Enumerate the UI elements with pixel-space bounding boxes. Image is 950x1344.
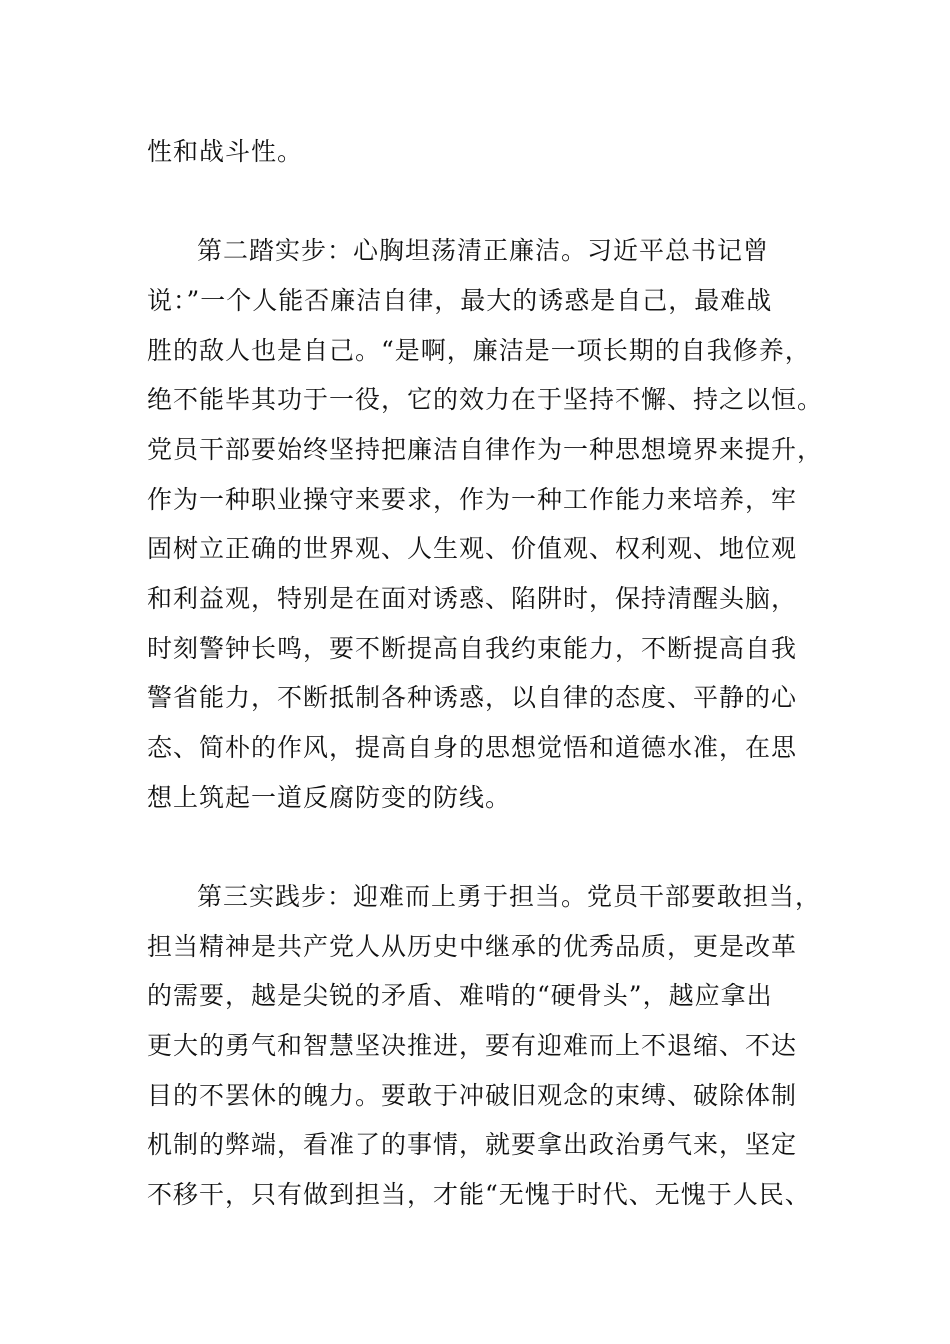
paragraph-1-line-1: 性和战斗性。	[147, 137, 304, 166]
paragraph-2-line-11: 态、简朴的作风，提高自身的思想觉悟和道德水准，在思	[147, 733, 798, 762]
paragraph-2-line-9: 时刻警钟长鸣，要不断提高自我约束能力，不断提高自我	[147, 634, 798, 663]
paragraph-2-line-12: 想上筑起一道反腐防变的防线。	[147, 783, 512, 812]
paragraph-3-line-4: 更大的勇气和智慧坚决推进，要有迎难而上不退缩、不达	[147, 1031, 798, 1060]
paragraph-3-line-5: 目的不罢休的魄力。要敢于冲破旧观念的束缚、破除体制	[147, 1081, 798, 1110]
paragraph-2-line-2: 说：”一个人能否廉洁自律，最大的诱惑是自己，最难战	[147, 286, 773, 315]
paragraph-2-line-8: 和利益观，特别是在面对诱惑、陷阱时，保持清醒头脑，	[147, 584, 798, 613]
paragraph-2-line-5: 党员干部要始终坚持把廉洁自律作为一种思想境界来提升，	[147, 435, 824, 464]
paragraph-3-line-7: 不移干，只有做到担当，才能“无愧于时代、无愧于人民、	[147, 1180, 811, 1209]
paragraph-2-line-7: 固树立正确的世界观、人生观、价值观、权利观、地位观	[147, 534, 798, 563]
paragraph-3-line-6: 机制的弊端，看准了的事情，就要拿出政治勇气来，坚定	[147, 1130, 798, 1159]
paragraph-2-line-4: 绝不能毕其功于一役，它的效力在于坚持不懈、持之以恒。	[147, 385, 824, 414]
paragraph-2-line-6: 作为一种职业操守来要求，作为一种工作能力来培养，牢	[147, 485, 798, 514]
paragraph-3-line-3: 的需要，越是尖锐的矛盾、难啃的“硬骨头”，越应拿出	[147, 981, 773, 1010]
paragraph-2-line-1: 第二踏实步：心胸坦荡清正廉洁。习近平总书记曾	[197, 236, 770, 265]
paragraph-3-line-2: 担当精神是共产党人从历史中继承的优秀品质，更是改革	[147, 932, 798, 961]
paragraph-2-line-10: 警省能力，不断抵制各种诱惑，以自律的态度、平静的心	[147, 683, 798, 712]
paragraph-3-line-1: 第三实践步：迎难而上勇于担当。党员干部要敢担当，	[197, 882, 822, 911]
paragraph-2-line-3: 胜的敌人也是自己。“是啊，廉洁是一项长期的自我修养，	[147, 336, 811, 365]
